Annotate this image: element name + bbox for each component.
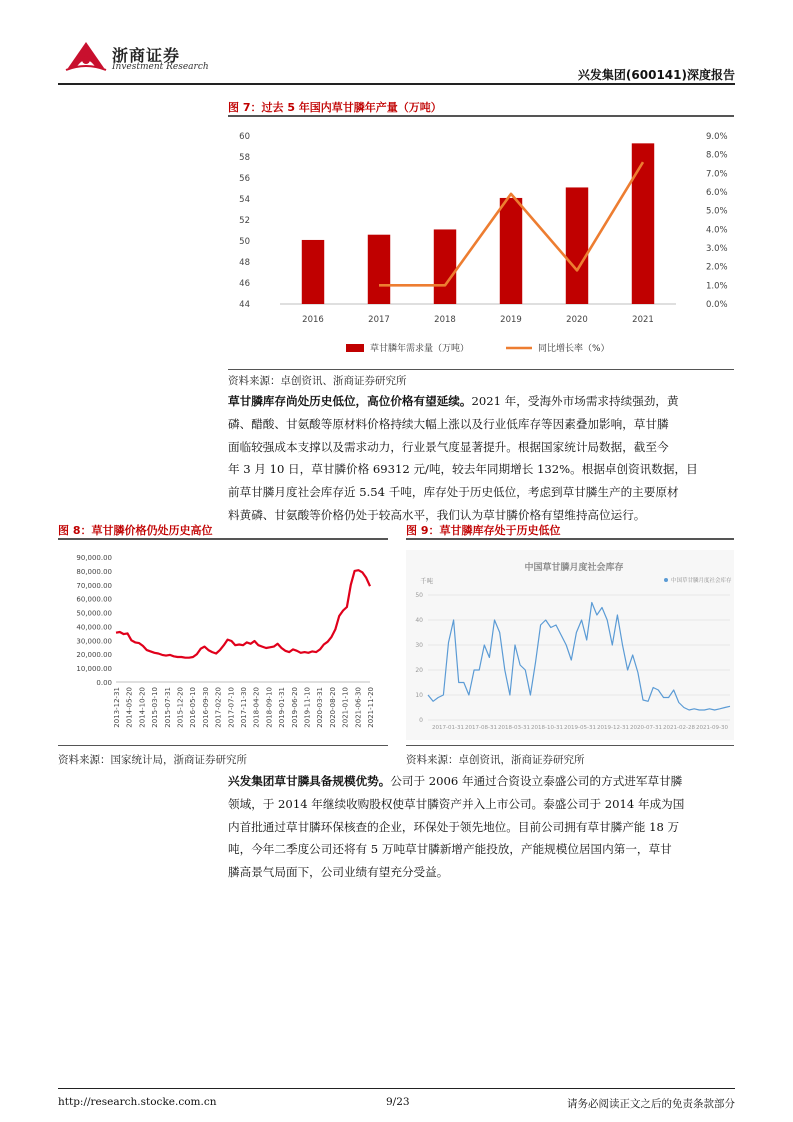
figure8-chart — [58, 545, 388, 740]
logo-english-name: Investment Research — [112, 62, 209, 72]
legend-label: 中国草甘膦月度社会库存 — [671, 578, 732, 584]
x-axis-tick-label: 2021-06-30 — [354, 687, 363, 728]
x-axis-tick-label: 2021-09-30 — [696, 725, 728, 731]
x-axis-tick-label: 2020-08-20 — [328, 687, 337, 728]
x-axis-tick-label: 2014-05-20 — [125, 687, 134, 728]
y-axis-tick-label: 20,000.00 — [76, 651, 112, 660]
y2-axis-tick-label: 0.0% — [706, 300, 728, 310]
y2-axis-tick-label: 2.0% — [706, 262, 728, 273]
x-axis-tick-label: 2021-01-10 — [341, 687, 350, 728]
paragraph-line: 领域，于 2014 年继续收购股权使草甘膦资产并入上市公司。泰盛公司于 2014 年成为国 — [228, 796, 685, 811]
x-axis-tick-label: 2016-05-10 — [189, 687, 198, 728]
figure8-bottom-rule — [58, 745, 388, 746]
y-axis-tick-label: 10,000.00 — [76, 665, 112, 674]
y-axis-tick-label: 90,000.00 — [76, 554, 112, 562]
paragraph-line: 膦高景气局面下，公司业绩有望充分受益。 — [228, 865, 449, 880]
x-axis-tick-label: 2021-02-28 — [663, 725, 695, 731]
legend-label-demand: 草甘膦年需求量（万吨） — [370, 344, 470, 354]
figure7-top-rule — [228, 115, 734, 117]
figure9-top-rule — [406, 538, 734, 540]
y-axis-tick-label: 60 — [239, 132, 250, 142]
y-axis-tick-label: 48 — [239, 258, 250, 268]
x-axis-tick-label: 2013-12-31 — [113, 687, 121, 728]
y-axis-tick-label: 80,000.00 — [76, 567, 112, 576]
x-axis-tick-label: 2016 — [302, 315, 324, 325]
price-line — [116, 570, 370, 658]
y-axis-tick-label: 50 — [239, 237, 250, 247]
x-axis-tick-label: 2017 — [368, 315, 390, 325]
footer-url[interactable]: http://research.stocke.com.cn — [58, 1096, 217, 1108]
bar-2019 — [500, 198, 522, 304]
paragraph-inventory — [228, 390, 734, 527]
y-axis-tick-label: 60,000.00 — [76, 595, 112, 604]
x-axis-tick-label: 2018 — [434, 315, 456, 325]
x-axis-tick-label: 2018-10-31 — [531, 725, 563, 731]
x-axis-tick-label: 2018-03-31 — [498, 725, 530, 731]
logo-chinese-name: 浙商证券 — [112, 46, 181, 65]
paragraph-line: 磷、醋酸、甘氨酸等原材料价格持续大幅上涨以及行业低库存等因素叠加影响，草甘膦 — [228, 416, 669, 431]
figure7-title: 图 7：过去 5 年国内草甘膦年产量（万吨） — [228, 101, 442, 114]
bar-2021 — [632, 143, 654, 304]
x-axis-tick-label: 2015-07-31 — [163, 687, 172, 728]
paragraph-line: 料黄磷、甘氨酸等价格仍处于较高水平，我们认为草甘膦价格有望维持高位运行。 — [228, 507, 646, 522]
y-axis-tick-label: 56 — [239, 174, 250, 184]
x-axis-tick-label: 2019-05-31 — [564, 725, 596, 731]
x-axis-tick-label: 2017-07-10 — [227, 687, 236, 728]
y2-axis-tick-label: 1.0% — [706, 281, 728, 292]
y-axis-label: 千吨 — [420, 577, 433, 585]
x-axis-tick-label: 2019-01-31 — [278, 687, 287, 728]
paragraph-line: 2021 年，受海外市场需求持续强劲，黄 — [471, 394, 679, 408]
chart-title: 中国草甘膦月度社会库存 — [524, 563, 624, 573]
x-axis-tick-label: 2019-06-20 — [290, 687, 299, 728]
x-axis-tick-label: 2021 — [632, 315, 654, 325]
paragraph-line: 年 3 月 10 日，草甘膦价格 69312 元/吨，较去年同期增长 132%。根据卓创资讯数据，目 — [228, 462, 698, 477]
y2-axis-tick-label: 8.0% — [706, 150, 728, 161]
footer-divider — [58, 1088, 735, 1089]
bar-2017 — [368, 235, 390, 304]
x-axis-tick-label: 2017-01-31 — [432, 725, 464, 731]
paragraph-scale-advantage — [228, 770, 734, 884]
bar-2020 — [566, 187, 588, 304]
footer-disclaimer: 请务必阅读正文之后的免责条款部分 — [567, 1098, 735, 1110]
y-axis-tick-label: 0.00 — [96, 679, 112, 687]
x-axis-tick-label: 2014-10-20 — [138, 687, 147, 728]
y-axis-tick-label: 0 — [419, 717, 423, 724]
x-axis-tick-label: 2018-09-10 — [265, 687, 274, 728]
x-axis-tick-label: 2019-11-10 — [303, 687, 312, 728]
y2-axis-tick-label: 4.0% — [706, 225, 728, 236]
legend-label-growth: 同比增长率（%） — [538, 344, 610, 354]
y-axis-tick-label: 50 — [415, 592, 423, 599]
figure8-source: 资料来源：国家统计局，浙商证券研究所 — [58, 754, 247, 766]
paragraph-line: 公司于 2006 年通过合资设立泰盛公司的方式进军草甘膦 — [390, 774, 683, 788]
figure9-bottom-rule — [406, 745, 734, 746]
figure7-chart — [228, 118, 734, 368]
x-axis-tick-label: 2017-11-30 — [240, 687, 248, 728]
y-axis-tick-label: 58 — [239, 153, 250, 163]
x-axis-tick-label: 2020-03-31 — [316, 687, 325, 728]
figure8-top-rule — [58, 538, 388, 540]
y2-axis-tick-label: 3.0% — [706, 244, 728, 254]
zheshang-logo — [62, 38, 110, 74]
y-axis-tick-label: 30 — [415, 642, 423, 649]
paragraph-inventory-lead: 草甘膦库存尚处历史低位，高位价格有望延续。 — [228, 394, 472, 408]
y-axis-tick-label: 40,000.00 — [76, 623, 112, 632]
y2-axis-tick-label: 9.0% — [706, 132, 728, 142]
y2-axis-tick-label: 6.0% — [706, 188, 728, 198]
y2-axis-tick-label: 5.0% — [706, 206, 728, 217]
legend-marker — [664, 578, 668, 582]
x-axis-tick-label: 2018-04-20 — [252, 687, 261, 728]
figure9-source: 资料来源：卓创资讯，浙商证券研究所 — [406, 754, 585, 766]
x-axis-tick-label: 2020 — [566, 315, 588, 325]
paragraph-line: 前草甘膦月度社会库存近 5.54 千吨，库存处于历史低位，考虑到草甘膦生产的主要原材 — [228, 485, 679, 500]
paragraph-line: 内首批通过草甘膦环保核查的企业，环保处于领先地位。目前公司拥有草甘膦产能 18 万 — [228, 819, 680, 834]
x-axis-tick-label: 2020-07-31 — [630, 725, 662, 731]
legend-swatch-demand — [346, 344, 364, 352]
y-axis-tick-label: 44 — [239, 300, 250, 310]
paragraph-line: 面临较强成本支撑以及需求动力，行业景气度显著提升。根据国家统计局数据，截至今 — [228, 439, 669, 454]
x-axis-tick-label: 2016-09-30 — [201, 687, 210, 728]
header-divider — [58, 83, 735, 85]
figure7-source: 资料来源：卓创资讯、浙商证券研究所 — [228, 375, 407, 387]
y-axis-tick-label: 10 — [415, 692, 423, 699]
x-axis-tick-label: 2019-12-31 — [597, 725, 629, 731]
figure8-title: 图 8：草甘膦价格仍处历史高位 — [58, 524, 213, 537]
y-axis-tick-label: 40 — [415, 617, 423, 624]
figure9-title: 图 9：草甘膦库存处于历史低位 — [406, 524, 561, 537]
paragraph-line: 吨，今年二季度公司还将有 5 万吨草甘膦新增产能投放，产能规模位居国内第一，草甘 — [228, 842, 672, 857]
figure9-chart — [406, 550, 734, 740]
y-axis-tick-label: 52 — [239, 216, 250, 226]
y-axis-tick-label: 30,000.00 — [76, 637, 112, 646]
bar-2016 — [302, 240, 324, 304]
report-title: 兴发集团(600141)深度报告 — [577, 68, 735, 82]
x-axis-tick-label: 2015-12-20 — [176, 687, 185, 728]
footer-page-number: 9/23 — [386, 1096, 410, 1108]
x-axis-tick-label: 2019 — [500, 315, 522, 325]
x-axis-tick-label: 2017-08-31 — [465, 725, 497, 731]
x-axis-tick-label: 2017-02-20 — [214, 687, 223, 728]
y-axis-tick-label: 70,000.00 — [76, 581, 112, 590]
x-axis-tick-label: 2021-11-20 — [367, 687, 375, 728]
bar-2018 — [434, 229, 456, 304]
paragraph-scale-lead: 兴发集团草甘膦具备规模优势。 — [228, 774, 391, 788]
x-axis-tick-label: 2015-03-10 — [151, 687, 160, 728]
y-axis-tick-label: 50,000.00 — [76, 609, 112, 618]
y-axis-tick-label: 20 — [415, 667, 423, 674]
y-axis-tick-label: 54 — [239, 195, 250, 205]
figure7-bottom-rule — [228, 369, 734, 370]
y2-axis-tick-label: 7.0% — [706, 169, 728, 180]
y-axis-tick-label: 46 — [239, 279, 250, 289]
